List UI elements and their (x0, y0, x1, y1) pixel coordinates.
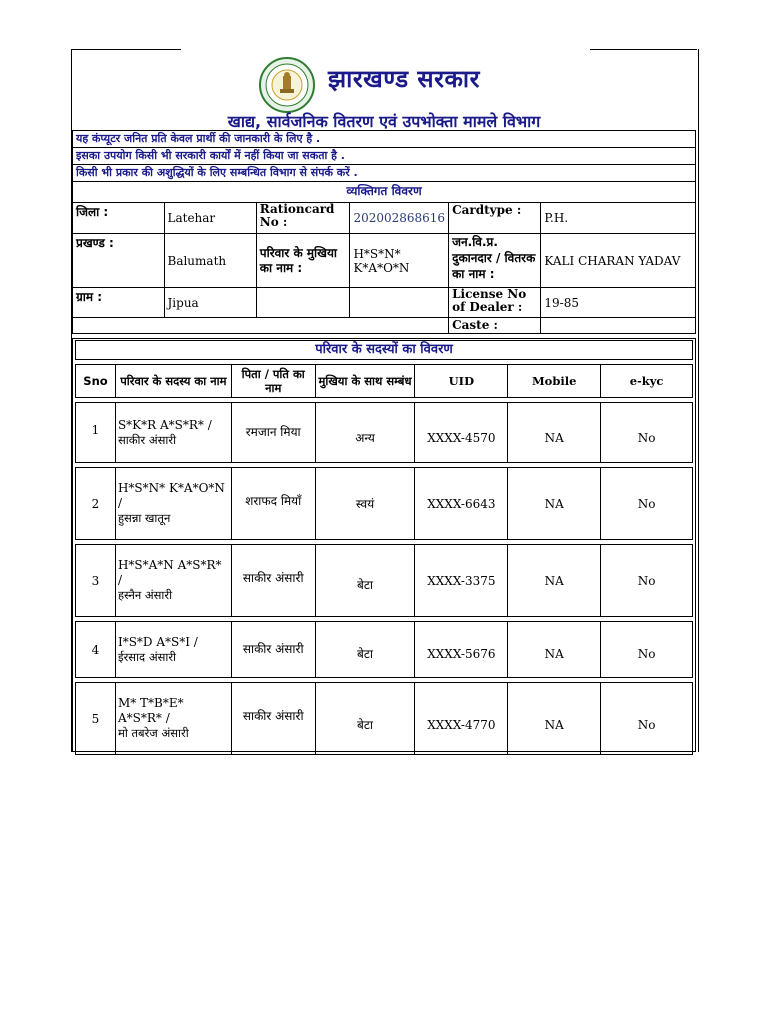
license-label: License No of Dealer : (449, 288, 541, 318)
table-row (76, 545, 693, 617)
row-relation: अन्य (315, 403, 415, 463)
member-name-masked: M* T*B*E* A*S*R* / (117, 696, 184, 725)
row-ekyc: No (601, 683, 693, 755)
member-name-hindi: ईरसाद अंसारी (117, 649, 177, 664)
village-value: Jipua (164, 288, 256, 318)
empty-cell (73, 318, 449, 334)
table-row (76, 403, 693, 463)
family-head-label: परिवार के मुखिया का नाम : (256, 234, 350, 288)
notice-line-3: किसी भी प्रकार की अशुद्धियों के लिए सम्बन्धित विभाग से संपर्क करें . (73, 165, 696, 182)
row-father-name: साकीर अंसारी (231, 545, 315, 617)
rationcard-label: Rationcard No : (256, 203, 350, 234)
department-name: खाद्य, सार्वजनिक वितरण एवं उपभोक्ता मामले विभाग (227, 112, 541, 131)
col-relation: मुखिया के साथ सम्बंध (315, 365, 415, 398)
row-relation: स्वयं (315, 468, 415, 540)
empty-cell (350, 288, 449, 318)
row-mobile: NA (508, 545, 601, 617)
cardtype-value: P.H. (541, 203, 696, 234)
row-ekyc: No (601, 403, 693, 463)
row-member-name (115, 403, 231, 463)
row-relation: बेटा (315, 683, 415, 755)
document-header (72, 50, 696, 130)
page-title: झारखण्ड सरकार (328, 65, 480, 93)
row-uid: XXXX-4770 (415, 683, 508, 755)
row-member-name (115, 468, 231, 540)
row-sno: 3 (76, 545, 116, 617)
family-members-table (75, 364, 693, 755)
rationcard-value: 202002868616 (350, 203, 449, 234)
member-name-masked: H*S*N* K*A*O*N / (117, 481, 225, 510)
row-father-name: साकीर अंसारी (231, 622, 315, 678)
member-name-hindi: हुसन्ना खातून (117, 511, 171, 525)
member-name-masked: H*S*A*N A*S*R* / (117, 558, 222, 587)
row-mobile: NA (508, 468, 601, 540)
personal-details-table (72, 130, 696, 334)
member-name-hindi: हस्नैन अंसारी (117, 588, 173, 602)
row-sno: 5 (76, 683, 116, 755)
row-uid: XXXX-3375 (415, 545, 508, 617)
row-ekyc: No (601, 545, 693, 617)
member-name-hindi: साकीर अंसारी (117, 432, 177, 447)
row-mobile: NA (508, 683, 601, 755)
table-row (76, 622, 693, 678)
notice-line-2: इसका उपयोग किसी भी सरकारी कार्यों में नहीं किया जा सकता है . (73, 148, 696, 165)
notice-line-1: यह कंप्यूटर जनित प्रति केवल प्रार्थी की जानकारी के लिए है . (73, 131, 696, 148)
empty-cell (256, 288, 350, 318)
row-relation: बेटा (315, 545, 415, 617)
village-label: ग्राम : (73, 288, 165, 318)
col-ekyc: e-kyc (601, 365, 693, 398)
row-uid: XXXX-4570 (415, 403, 508, 463)
row-uid: XXXX-5676 (415, 622, 508, 678)
col-sno: Sno (76, 365, 116, 398)
row-ekyc: No (601, 468, 693, 540)
row-sno: 4 (76, 622, 116, 678)
row-father-name: शराफद मियाँ (231, 468, 315, 540)
member-name-masked: I*S*D A*S*I / (117, 634, 198, 649)
family-head-value: H*S*N* K*A*O*N (350, 234, 449, 288)
member-name-masked: S*K*R A*S*R* / (117, 417, 212, 432)
row-uid: XXXX-6643 (415, 468, 508, 540)
table-row (76, 468, 693, 540)
row-member-name (115, 545, 231, 617)
row-father-name: रमजान मिया (231, 403, 315, 463)
row-member-name (115, 622, 231, 678)
row-member-name (115, 683, 231, 755)
row-relation: बेटा (315, 622, 415, 678)
row-ekyc: No (601, 622, 693, 678)
family-members-section (72, 338, 696, 752)
cardtype-label: Cardtype : (449, 203, 541, 234)
member-name-hindi: मो तबरेज अंसारी (117, 726, 189, 740)
table-header-row (76, 365, 693, 398)
dealer-label: जन.वि.प्र. दुकानदार / वितरक का नाम : (449, 234, 541, 288)
family-members-heading: परिवार के सदस्यों का विवरण (75, 340, 693, 360)
row-mobile: NA (508, 403, 601, 463)
col-member-name: परिवार के सदस्य का नाम (115, 365, 231, 398)
caste-value (541, 318, 696, 334)
dealer-value: KALI CHARAN YADAV (541, 234, 696, 288)
jharkhand-emblem-icon (258, 56, 316, 114)
row-mobile: NA (508, 622, 601, 678)
row-sno: 1 (76, 403, 116, 463)
license-value: 19-85 (541, 288, 696, 318)
block-value: Balumath (164, 234, 256, 288)
row-sno: 2 (76, 468, 116, 540)
personal-details-heading: व्यक्तिगत विवरण (73, 182, 696, 203)
col-mobile: Mobile (508, 365, 601, 398)
row-father-name: साकीर अंसारी (231, 683, 315, 755)
col-uid: UID (415, 365, 508, 398)
table-row (76, 683, 693, 755)
col-father-name: पिता / पति का नाम (231, 365, 315, 398)
district-label: जिला : (73, 203, 165, 234)
block-label: प्रखण्ड : (73, 234, 165, 288)
caste-label: Caste : (449, 318, 541, 334)
district-value: Latehar (164, 203, 256, 234)
